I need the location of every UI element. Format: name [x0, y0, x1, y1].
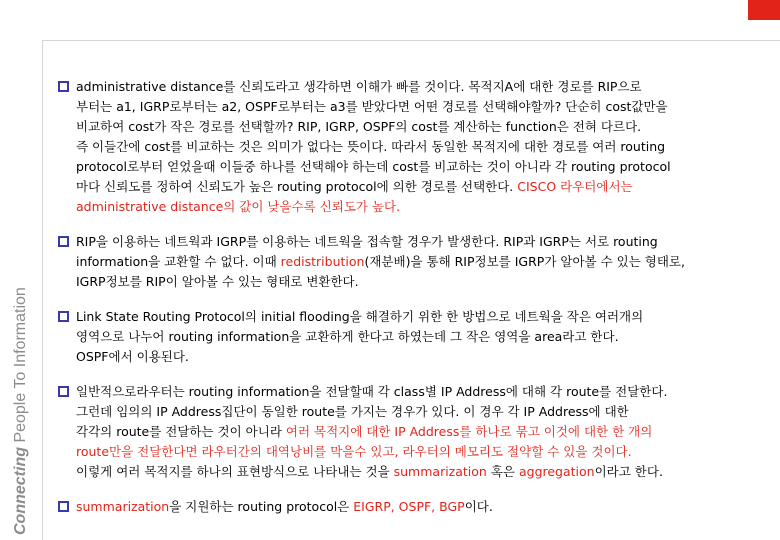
text-run: 이다.	[464, 499, 493, 514]
side-branding-label	[12, 287, 30, 535]
slide-content	[58, 77, 770, 517]
text-line	[76, 177, 770, 197]
side-label-rest: People To Information	[12, 287, 29, 447]
text-line: 비교하여 cost가 작은 경로를 선택할까? RIP, IGRP, OSPF의 cost를 계산하는 function은 전혀 다르다.	[76, 119, 642, 134]
bullet-area	[58, 307, 770, 367]
text-run: 혹은	[486, 464, 519, 479]
highlight-text: summarization	[76, 499, 170, 514]
checkbox-bullet-icon	[58, 386, 69, 397]
text-line: 부터는 a1, IGRP로부터는 a2, OSPF로부터는 a3를 받았다면 어떤 경로를 선택해야할까? 단순히 cost값만을	[76, 99, 668, 114]
top-divider-line	[42, 40, 780, 41]
text-line: protocol로부터 얻었을때 이들중 하나를 선택해야 하는데 cost를 비교하는 것이 아니라 각 routing protocol	[76, 159, 671, 174]
highlight-text: redistribution	[280, 254, 365, 269]
checkbox-bullet-icon	[58, 311, 69, 322]
text-run: 이라고 한다.	[594, 464, 663, 479]
text-run: 이렇게 여러 목적지를 하나의 표현방식으로 나타내는 것을	[76, 464, 394, 479]
side-label-connecting: Connecting	[12, 447, 29, 535]
checkbox-bullet-icon	[58, 81, 69, 92]
bullet-summarization	[58, 382, 770, 482]
highlight-text: EIGRP, OSPF, BGP	[353, 499, 465, 514]
text-line: Link State Routing Protocol의 initial flooding을 해결하기 위한 한 방법으로 네트웍을 작은 여러개의	[76, 309, 644, 324]
text-line	[76, 462, 770, 482]
highlight-text: 여러 목적지에 대한 IP Address를 하나로 묶고 이것에 대한 한 개의	[285, 424, 653, 439]
text-line: administrative distance를 신뢰도라고 생각하면 이해가 빠를 것이다. 목적지A에 대한 경로를 RIP으로	[76, 79, 642, 94]
checkbox-bullet-icon	[58, 501, 69, 512]
highlight-text: route만을 전달한다면 라우터간의 대역낭비를 막을수 있고, 라우터의 메모리도 절약할 수 있을 것이다.	[76, 444, 632, 459]
text-line: 그런데 임의의 IP Address집단이 동일한 route를 가지는 경우가 있다. 이 경우 각 IP Address에 대한	[76, 404, 629, 419]
text-run: 각각의 route를 전달하는 것이 아니라	[76, 424, 286, 439]
text-line: 영역으로 나누어 routing information을 교환하게 한다고 하였는데 그 작은 영역을 area라고 한다.	[76, 329, 619, 344]
highlight-text: summarization	[393, 464, 487, 479]
highlight-text: aggregation	[518, 464, 595, 479]
text-line: 일반적으로라우터는 routing information을 전달할때 각 class별 IP Address에 대해 각 route를 전달한다.	[76, 384, 668, 399]
text-line	[76, 252, 770, 272]
red-corner-block	[748, 0, 780, 20]
text-line: 즉 이들간에 cost를 비교하는 것은 의미가 없다는 뜻이다. 따라서 동일한 목적지에 대한 경로를 여러 routing	[76, 139, 666, 154]
bullet-summarization-protocols	[58, 497, 770, 517]
text-run: 마다 신뢰도를 정하여 신뢰도가 높은 routing protocol에 의한 경로를 선택한다.	[76, 179, 518, 194]
bullet-redistribution	[58, 232, 770, 292]
text-line: IGRP정보를 RIP이 알아볼 수 있는 형태로 변환한다.	[76, 274, 359, 289]
left-divider-line	[42, 40, 43, 540]
highlight-text: administrative distance의 값이 낮을수록 신뢰도가 높다.	[76, 199, 401, 214]
checkbox-bullet-icon	[58, 236, 69, 247]
text-line: RIP을 이용하는 네트웍과 IGRP를 이용하는 네트웍을 접속할 경우가 발생한다. RIP과 IGRP는 서로 routing	[76, 234, 658, 249]
text-line	[76, 497, 770, 517]
text-run: information을 교환할 수 없다. 이때	[76, 254, 281, 269]
text-line	[76, 422, 770, 442]
text-run: 을 지원하는 routing protocol은	[169, 499, 354, 514]
text-line: OSPF에서 이용된다.	[76, 349, 189, 364]
highlight-text: CISCO 라우터에서는	[517, 179, 633, 194]
bullet-administrative-distance	[58, 77, 770, 217]
text-run: (재분배)을 통해 RIP정보를 IGRP가 알아볼 수 있는 형태로,	[364, 254, 685, 269]
